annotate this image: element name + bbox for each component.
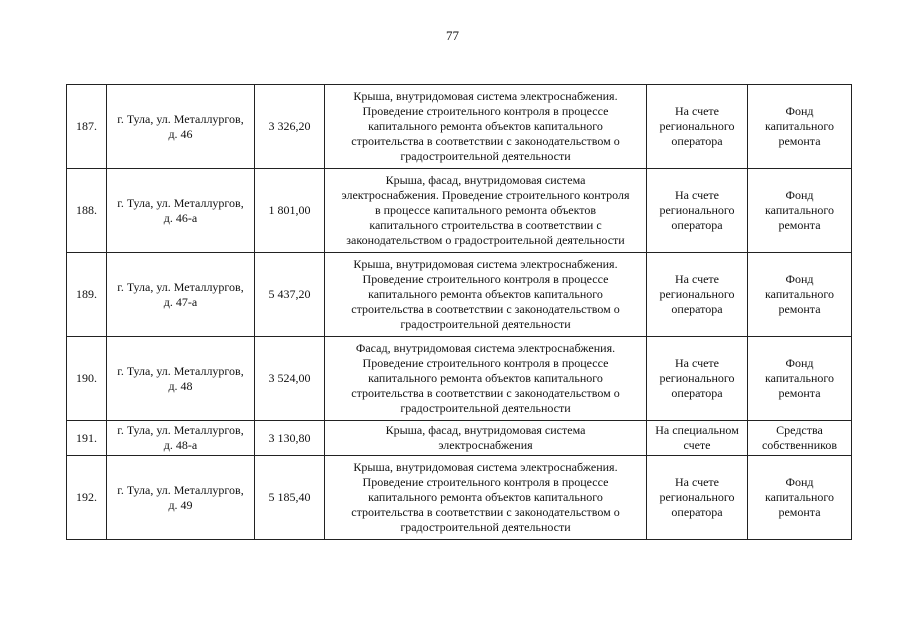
funding-source-line: Фонд: [785, 475, 814, 489]
table-row: [67, 337, 852, 421]
works-line: законодательством о градостроительной деятельности: [346, 233, 625, 247]
works-cell: [325, 169, 647, 253]
address-line: г. Тула, ул. Металлургов,: [117, 111, 244, 126]
account-type-cell: [647, 421, 748, 456]
table-row: [67, 253, 852, 337]
funding-source-line: Фонд: [785, 356, 814, 370]
account-type-line: счете: [683, 438, 711, 452]
address-cell: [107, 85, 255, 169]
account-type-line: регионального: [659, 287, 735, 301]
funding-source-line: капитального: [765, 119, 834, 133]
account-type-line: регионального: [659, 119, 735, 133]
address-line: г. Тула, ул. Металлургов,: [117, 482, 244, 497]
registry-body: [67, 85, 852, 540]
account-type-line: На счете: [674, 475, 719, 489]
works-line: Крыша, фасад, внутридомовая система: [385, 173, 586, 187]
address-line: д. 46: [168, 126, 193, 141]
works-line: капитального ремонта объектов капитального: [368, 119, 603, 133]
account-type-line: регионального: [659, 490, 735, 504]
address-line: д. 49: [168, 497, 193, 512]
works-line: строительства в соответствии с законодательством о: [351, 302, 620, 316]
works-line: капитального строительства в соответствии с: [369, 218, 602, 232]
address-line: г. Тула, ул. Металлургов,: [117, 279, 244, 294]
works-line: электроснабжения. Проведение строительного контроля: [341, 188, 630, 202]
funding-source-line: ремонта: [778, 505, 821, 519]
address-line: д. 48: [168, 378, 193, 393]
row-number-cell: 187.: [67, 85, 107, 169]
works-line: градостроительной деятельности: [400, 520, 571, 534]
table-row: [67, 85, 852, 169]
funding-source-line: ремонта: [778, 386, 821, 400]
account-type-line: регионального: [659, 371, 735, 385]
account-type-line: оператора: [671, 505, 723, 519]
works-line: Проведение строительного контроля в процессе: [362, 104, 609, 118]
row-number-cell: 188.: [67, 169, 107, 253]
works-line: Крыша, внутридомовая система электроснабжения.: [353, 257, 618, 271]
funding-source-line: собственников: [761, 438, 838, 452]
account-type-line: На счете: [674, 272, 719, 286]
funding-source-line: капитального: [765, 490, 834, 504]
row-number-cell: 190.: [67, 337, 107, 421]
area-cell: 3 524,00: [255, 337, 325, 421]
works-cell: [325, 253, 647, 337]
funding-source-line: капитального: [765, 203, 834, 217]
area-cell: 5 437,20: [255, 253, 325, 337]
row-number-cell: 191.: [67, 421, 107, 456]
works-line: капитального ремонта объектов капитального: [368, 490, 603, 504]
funding-source-line: ремонта: [778, 218, 821, 232]
address-cell: [107, 169, 255, 253]
area-cell: 3 326,20: [255, 85, 325, 169]
funding-source-line: капитального: [765, 371, 834, 385]
funding-source-cell: [748, 421, 852, 456]
funding-source-line: Фонд: [785, 188, 814, 202]
address-cell: [107, 337, 255, 421]
account-type-line: оператора: [671, 218, 723, 232]
funding-source-cell: [748, 169, 852, 253]
account-type-line: оператора: [671, 134, 723, 148]
account-type-cell: [647, 337, 748, 421]
works-line: Проведение строительного контроля в процессе: [362, 356, 609, 370]
works-line: Крыша, внутридомовая система электроснабжения.: [353, 89, 618, 103]
account-type-line: оператора: [671, 302, 723, 316]
account-type-line: На счете: [674, 356, 719, 370]
table-row: [67, 421, 852, 456]
account-type-cell: [647, 456, 748, 540]
row-number-cell: 189.: [67, 253, 107, 337]
funding-source-line: ремонта: [778, 134, 821, 148]
funding-source-line: Фонд: [785, 104, 814, 118]
works-line: капитального ремонта объектов капитального: [368, 287, 603, 301]
address-cell: [107, 421, 255, 456]
page-number: 77: [446, 28, 459, 43]
works-line: Крыша, фасад, внутридомовая система: [385, 423, 586, 437]
works-line: градостроительной деятельности: [400, 149, 571, 163]
works-line: строительства в соответствии с законодательством о: [351, 386, 620, 400]
area-cell: 5 185,40: [255, 456, 325, 540]
address-line: д. 46-а: [163, 210, 198, 225]
works-line: Крыша, внутридомовая система электроснабжения.: [353, 460, 618, 474]
works-cell: [325, 456, 647, 540]
address-line: г. Тула, ул. Металлургов,: [117, 423, 244, 437]
works-line: строительства в соответствии с законодательством о: [351, 505, 620, 519]
account-type-line: оператора: [671, 386, 723, 400]
area-cell: 1 801,00: [255, 169, 325, 253]
works-line: Проведение строительного контроля в процессе: [362, 272, 609, 286]
account-type-cell: [647, 253, 748, 337]
area-cell: 3 130,80: [255, 421, 325, 456]
account-type-line: На специальном: [655, 423, 739, 437]
address-line: д. 47-а: [163, 294, 198, 309]
repair-registry-table: [66, 84, 852, 540]
address-cell: [107, 456, 255, 540]
funding-source-line: ремонта: [778, 302, 821, 316]
works-cell: [325, 85, 647, 169]
funding-source-line: Средства: [776, 423, 823, 437]
works-cell: [325, 337, 647, 421]
address-line: г. Тула, ул. Металлургов,: [117, 195, 244, 210]
works-line: строительства в соответствии с законодательством о: [351, 134, 620, 148]
funding-source-cell: [748, 337, 852, 421]
table-row: [67, 169, 852, 253]
account-type-line: регионального: [659, 203, 735, 217]
funding-source-cell: [748, 85, 852, 169]
account-type-cell: [647, 169, 748, 253]
address-line: г. Тула, ул. Металлургов,: [117, 363, 244, 378]
table-row: [67, 456, 852, 540]
works-line: Проведение строительного контроля в процессе: [362, 475, 609, 489]
works-line: капитального ремонта объектов капитального: [368, 371, 603, 385]
works-cell: [325, 421, 647, 456]
address-line: д. 48-а: [163, 438, 198, 452]
funding-source-cell: [748, 456, 852, 540]
works-line: электроснабжения: [438, 438, 533, 452]
funding-source-cell: [748, 253, 852, 337]
row-number-cell: 192.: [67, 456, 107, 540]
account-type-line: На счете: [674, 104, 719, 118]
works-line: градостроительной деятельности: [400, 317, 571, 331]
funding-source-line: Фонд: [785, 272, 814, 286]
address-cell: [107, 253, 255, 337]
works-line: в процессе капитального ремонта объектов: [374, 203, 597, 217]
works-line: градостроительной деятельности: [400, 401, 571, 415]
works-line: Фасад, внутридомовая система электроснабжения.: [355, 341, 616, 355]
funding-source-line: капитального: [765, 287, 834, 301]
account-type-line: На счете: [674, 188, 719, 202]
account-type-cell: [647, 85, 748, 169]
